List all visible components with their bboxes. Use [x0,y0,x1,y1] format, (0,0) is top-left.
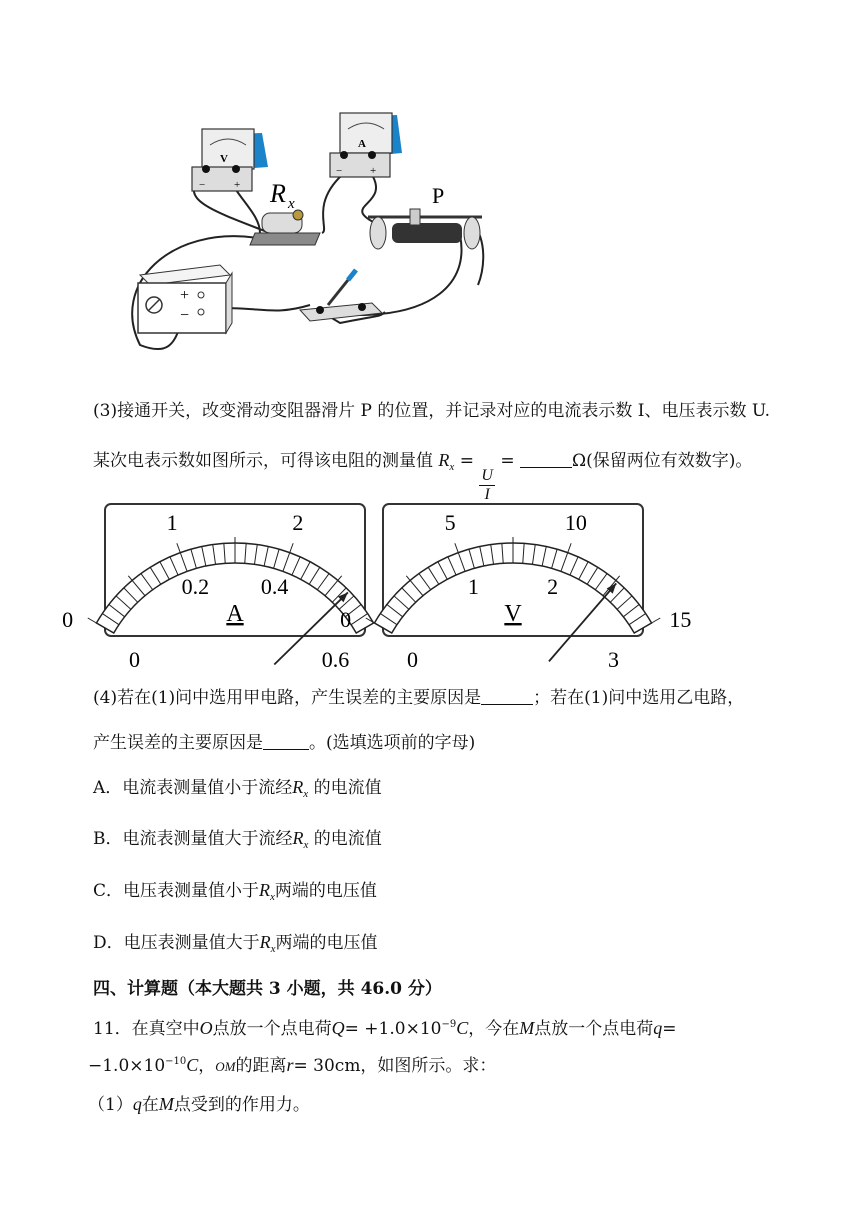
q4-line1 [93,683,744,708]
q4-line1-a: (4)若在(1)问中选用甲电路，产生误差的主要原因是 [93,688,482,708]
option-a-post: 的电流值 [313,778,382,798]
resistor-label: R [270,179,286,208]
option-b-post: 的电流值 [313,829,382,849]
slider-label: P [432,183,445,208]
option-b-rx: R [292,828,304,848]
voltmeter-plus: + [234,179,241,191]
frac-num: U [481,467,493,484]
ammeter-bottom-label: 0.4 [260,573,289,599]
u-over-i [479,467,495,504]
point-o: O [199,1018,213,1038]
rheostat-p [368,183,482,249]
charge-q-small: q [653,1018,663,1038]
option-c-rx: R [259,880,271,900]
q11-text-j: = 30cm，如图所示。求： [293,1056,497,1076]
q11-sub1 [88,1090,310,1115]
unit-c-1: C [456,1018,469,1038]
frac-den: I [484,486,490,503]
exp-1: −9 [441,1019,457,1030]
q11-line1 [93,1014,676,1039]
circuit-diagram [110,105,500,360]
sub1-text-b: 在 [141,1095,159,1115]
voltmeter-letter: V [220,153,228,165]
voltmeter-device [192,129,268,191]
answer-blank-jia[interactable] [481,690,533,705]
option-c-rx-sub: x [270,891,275,903]
option-d[interactable] [93,928,378,955]
ammeter-plus: + [370,165,377,177]
point-m: M [519,1018,535,1038]
rx-symbol: R [438,450,450,470]
unit-c-2: C [186,1055,199,1075]
option-a-rx-sub: x [303,788,309,800]
q11-line2 [88,1051,496,1076]
segment-om: OM [215,1059,236,1074]
q4-line1-b: ；若在(1)问中选用乙电路， [533,688,745,708]
q11-text-c: = +1.0×10 [344,1019,442,1039]
section-heading: 四、计算题（本大题共 3 小题，共 46.0 分） [93,979,442,999]
q3-line2-post: Ω(保留两位有效数字)。 [571,451,753,471]
voltmeter-bottom-label: 2 [547,573,559,599]
option-d-rx: R [259,932,271,952]
resistor-sub: x [288,196,295,212]
voltmeter-bottom-label: 1 [467,573,479,599]
q3-line2 [93,446,752,504]
q3-line1: (3)接通开关，改变滑动变阻器滑片 P 的位置，并记录对应的电流表示数 I、电压表示数 U. [93,401,771,421]
sub1-num: （1） [88,1095,133,1115]
voltmeter-bottom-label: 0 [407,647,419,672]
answer-blank-rx[interactable] [520,453,572,468]
distance-r: r [286,1055,294,1075]
q11-text-g: −1.0×10 [88,1056,166,1076]
q4-line2 [93,728,475,753]
ammeter-minus: − [336,165,343,177]
option-c-pre: C．电压表测量值小于 [93,881,260,901]
supply-plus: + [180,287,190,304]
q11-text-i: 的距离 [235,1056,287,1076]
supply-minus: − [180,307,190,324]
option-a[interactable] [93,773,382,800]
q11-text-e: 点放一个点电荷 [534,1019,654,1039]
resistor-rx [250,179,320,245]
voltmeter-unit: V [504,601,522,627]
voltmeter-top-label: 15 [669,607,692,632]
option-b-rx-sub: x [303,839,309,851]
voltmeter-top-label: 0 [340,607,352,632]
option-d-post: 两端的电压值 [275,933,378,953]
ammeter-bottom-label: 0.2 [181,573,210,599]
switch [300,270,382,321]
option-c-post: 两端的电压值 [274,881,377,901]
ammeter-letter: A [358,138,366,150]
q4-line2-a: 产生误差的主要原因是 [93,733,263,753]
sub1-m: M [158,1094,174,1114]
sub1-text-c: 点受到的作用力。 [173,1095,310,1115]
q4-line2-b: 。(选填选项前的字母) [309,733,476,753]
option-c[interactable] [93,876,377,903]
sub1-q: q [132,1094,142,1114]
ammeter-top-label: 2 [292,510,304,536]
ammeter-dial [62,503,366,672]
q3-line2-pre: 某次电表示数如图所示，可得该电阻的测量值 [93,451,433,471]
rx-sub: x [449,461,455,473]
q11-text-d: ，今在 [468,1019,520,1039]
option-d-rx-sub: x [270,943,276,955]
q11-text-f: = [662,1019,677,1039]
ammeter-unit: A [226,601,244,627]
option-b[interactable] [93,824,382,851]
voltmeter-bottom-label: 3 [607,647,619,672]
eq-sign-2: = [500,451,515,471]
option-a-pre: A．电流表测量值小于流经 [93,778,293,798]
voltmeter-top-label: 10 [564,510,587,536]
eq-sign-1: = [459,451,474,471]
q11-text-b: 点放一个点电荷 [212,1019,332,1039]
exp-2: −10 [165,1056,187,1067]
option-b-pre: B．电流表测量值大于流经 [93,829,293,849]
voltmeter-dial [340,503,692,672]
voltmeter-minus: − [199,179,206,191]
ammeter-top-label: 0 [62,607,74,632]
ammeter-bottom-label: 0 [129,647,141,672]
ammeter-bottom-label: 0.6 [321,647,350,672]
q11-text-a: 11．在真空中 [93,1019,200,1039]
option-d-pre: D．电压表测量值大于 [93,933,260,953]
option-a-rx: R [292,777,304,797]
charge-q-big: Q [331,1018,345,1038]
answer-blank-yi[interactable] [263,735,309,750]
ammeter-device [330,113,402,177]
q11-text-h: ， [198,1056,216,1076]
power-supply [138,265,232,333]
ammeter-top-label: 1 [166,510,178,536]
voltmeter-top-label: 5 [444,510,456,536]
